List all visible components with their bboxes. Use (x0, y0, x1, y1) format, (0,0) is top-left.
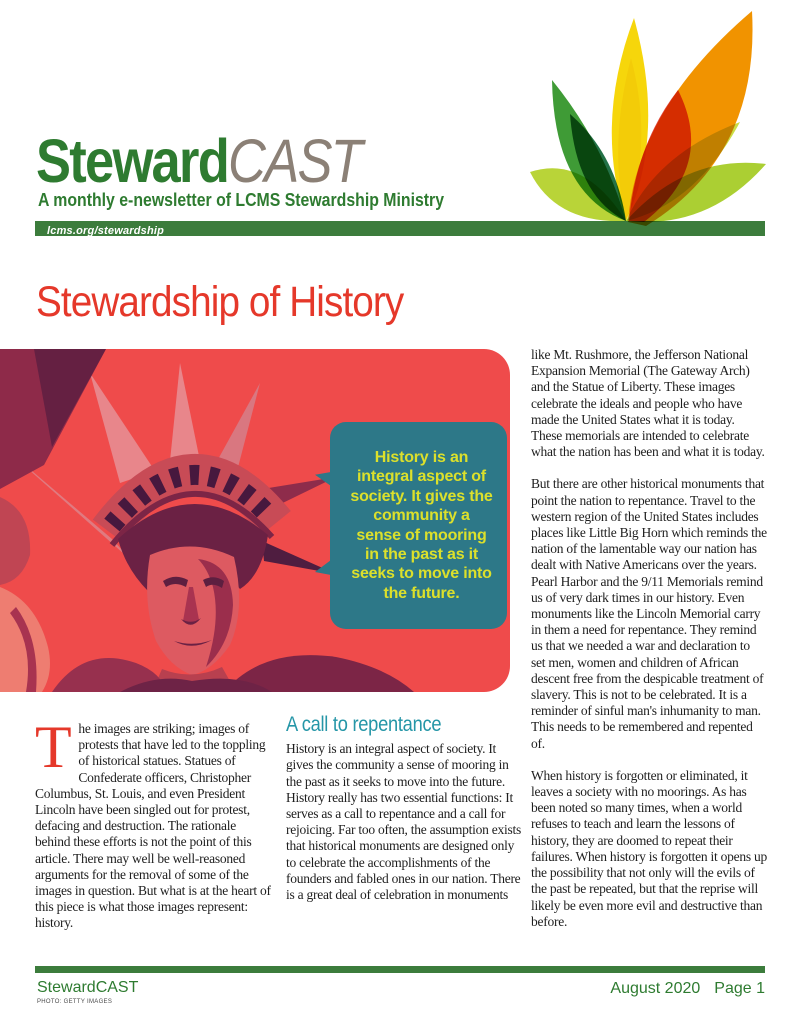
right-column (531, 347, 767, 946)
continuation-paragraph-3: When history is forgotten or eliminated, it leaves a society with no moorings. As has been noted so many times, when a world refuses to teach and learn the lessons of history, they are doomed to repeat their failures. When history is forgotten it opens up the possibility that not only will the evils of the past be repeated, but that the reprise will likely be even more evil and destructive than before. (531, 767, 767, 929)
continuation-paragraph-2: But there are other historical monuments that point the nation to repentance. Travel to the western region of the United States includes places like Little Big Horn which reminds the nation of the lamentable way our nation has dealt with Native Americans over the years. Pearl Harbor and the 9/11 Memorials remind us of very dark times in our history. Even monuments like the Lincoln Memorial carry in them a need for repentance. They remind us that we needed a war and declaration to set men, women and children of African descent free from the despicable treatment of slavery. This is not to be celebrated. It is a reminder of sinful man's inhumanity to man. This needs to be remembered and repented of. (531, 476, 767, 751)
hero-photo-panel (0, 349, 510, 692)
intro-text: he images are striking; images of protests that have led to the toppling of historical statues. Statues of Confederate officers, Christopher Columbus, St. Louis, and even President Lincoln have been singled out for protest, defacing and destruction. The rationale behind these efforts is not the point of this article. There may well be well-reasoned arguments for the removal of some of the images in question. But what is at the heart of this piece is what those images represent: history. (35, 721, 271, 931)
pull-quote-box (330, 422, 507, 629)
footer-brand: StewardCAST (37, 979, 139, 996)
drop-cap: T (35, 714, 72, 780)
stewardship-url-link[interactable]: lcms.org/stewardship (47, 225, 165, 237)
leaves-logo-icon (528, 6, 796, 228)
intro-column (35, 714, 273, 932)
photo-credit: PHOTO: GETTY IMAGES (37, 999, 113, 1005)
pull-quote-text: History is an integral aspect of society. It gives the community a sense of mooring in the past as it seeks to move into the future. (350, 449, 493, 602)
article-title: Stewardship of History (36, 278, 404, 326)
newsletter-logo (36, 126, 414, 196)
logo-text-steward: Steward (36, 127, 229, 195)
newsletter-tagline: A monthly e-newsletter of LCMS Stewardship Ministry (38, 190, 445, 210)
footer-page-number: Page 1 (714, 980, 765, 997)
continuation-paragraph-1: like Mt. Rushmore, the Jefferson National Expansion Memorial (The Gateway Arch) and the Statue of Liberty. These images celebrate the ideals and people who have made the United States what it is today. These memorials are intended to celebrate what the nation has been and what it is today. (531, 347, 765, 460)
footer-issue-page (610, 980, 765, 998)
section-text: History is an integral aspect of society. It gives the community a sense of mooring in the past as it seeks to move into the future. History really has two essential functions: It serves as a call to repentance and a call for rejoicing. Far too often, the assumption exists that historical monuments are designed only to celebrate the accomplishments of the founders and fabled ones in our nation. There is a great deal of celebration in monuments (286, 741, 521, 903)
footer-issue: August 2020 (610, 980, 701, 997)
footer-rule (35, 966, 765, 973)
logo-text-cast: CAST (228, 127, 362, 195)
section-heading: A call to repentance (286, 713, 442, 736)
middle-column (286, 713, 522, 919)
